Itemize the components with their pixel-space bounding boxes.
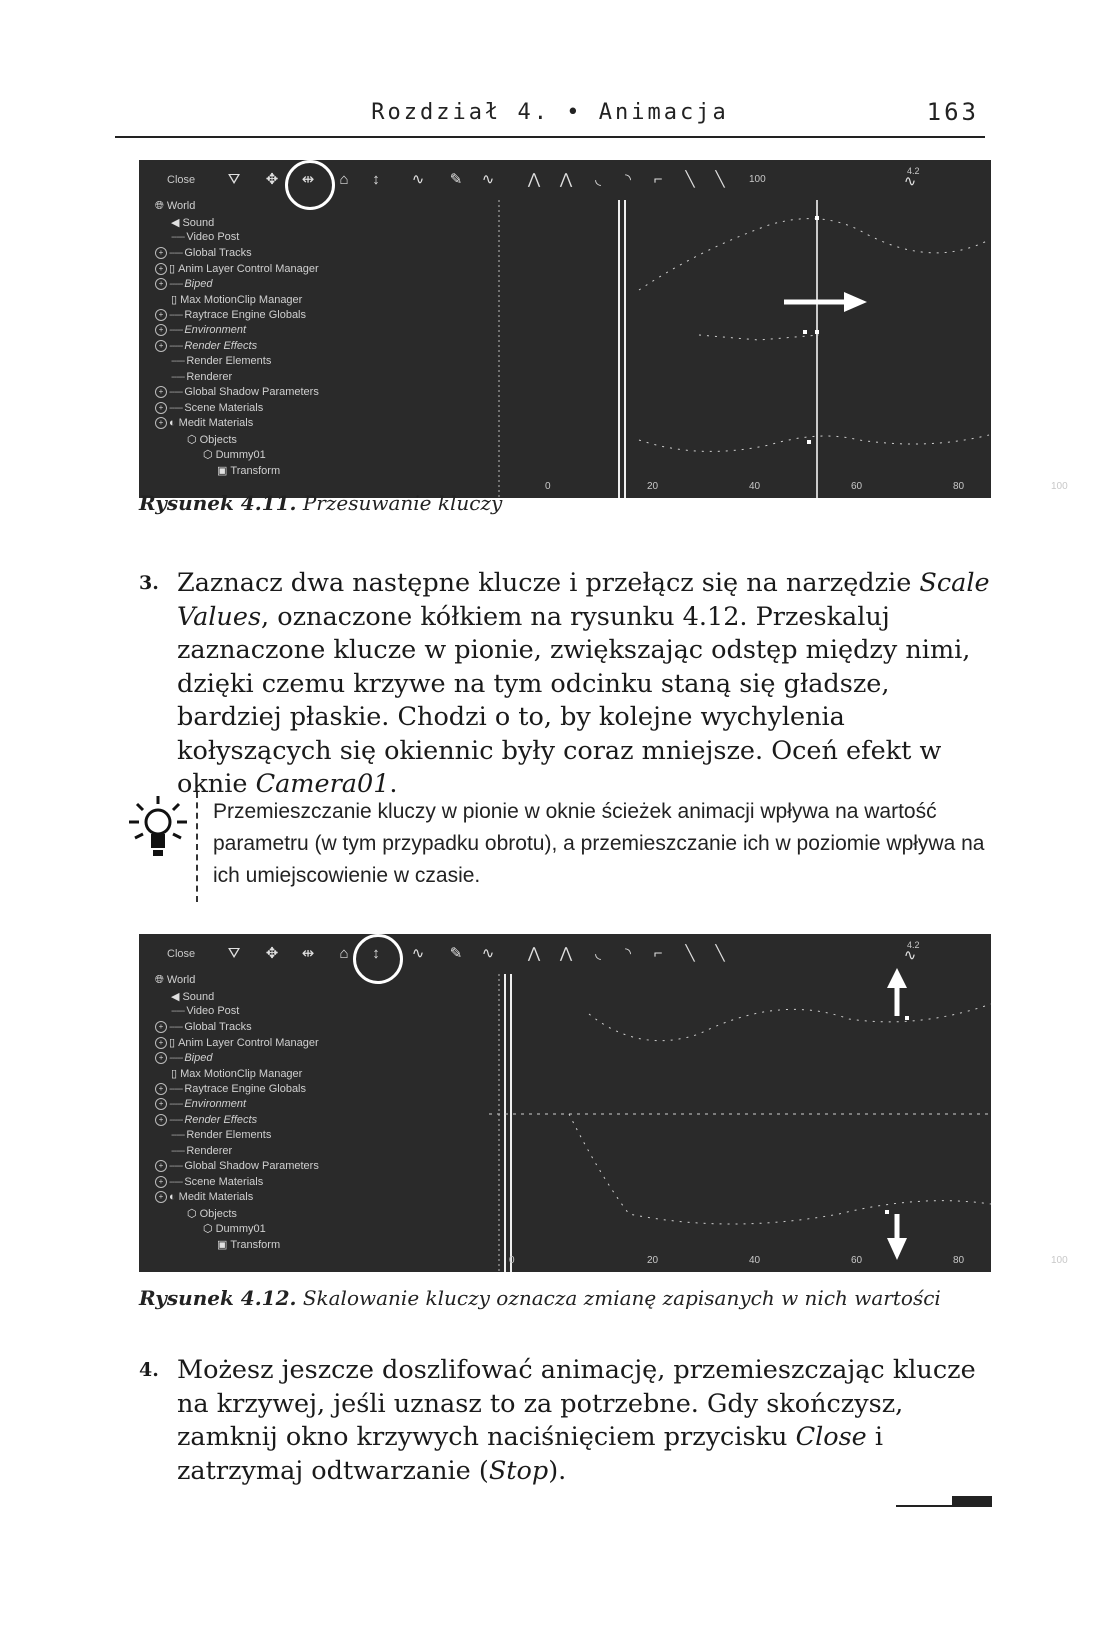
expand-icon: + — [155, 386, 167, 398]
close-button[interactable]: Close — [167, 174, 196, 186]
close-button[interactable]: Close — [167, 948, 196, 960]
curve-editor-toolbar — [139, 160, 991, 200]
ruler-label: 80 — [953, 481, 965, 492]
curve-preview-icon: ∿ — [903, 173, 917, 190]
expand-icon: + — [155, 402, 167, 414]
bracket-icon: ▯ — [171, 1068, 178, 1080]
expand-icon: + — [155, 324, 167, 336]
tangent-fast-icon[interactable]: ◟ — [595, 171, 601, 188]
figure-caption — [139, 1286, 941, 1310]
ruler-label: 60 — [851, 481, 863, 492]
move-keys-icon[interactable]: ✥ — [265, 945, 279, 962]
tree-item-raytrace[interactable]: + ----- Raytrace Engine Globals — [155, 309, 306, 325]
tree-item-world[interactable]: 🌐︎ World — [155, 974, 196, 986]
step-text: Zaznacz dwa następne klucze i przełącz się na narzędzie Scale Values, oznaczone kółkiem na rysunku 4.12. Przeskaluj zaznaczone klucze w pionie, zwiększając odstęp między nimi, dzięki czemu krzywe na tym odcinku staną się gładsze, bardziej płaskie. Chodzi o to, by kolejne wychylenia kołyszących się okiennic były coraz mniejsze. Oceń efekt w oknie Camera01. — [177, 568, 990, 799]
bracket-icon: ▯ — [171, 294, 178, 306]
tree-item-sound[interactable]: ◀︎ Sound — [171, 217, 215, 229]
expand-icon: + — [155, 1021, 167, 1033]
tree-item-global-tracks[interactable]: + ----- Global Tracks — [155, 247, 252, 263]
expand-icon: + — [155, 1052, 167, 1064]
filters-icon[interactable]: ⛛ — [227, 945, 241, 962]
footer-ornament — [896, 1494, 992, 1508]
step-4 — [139, 1354, 999, 1488]
tree-item-global-shadow[interactable]: + ----- Global Shadow Parameters — [155, 386, 319, 402]
tree-item-video-post[interactable]: ----- Video Post — [171, 1005, 240, 1017]
cube-icon: ⬡ — [187, 1208, 197, 1220]
tree-item-objects[interactable]: ⬡ Objects — [187, 1208, 237, 1220]
add-keys-icon[interactable]: ∿ — [411, 171, 425, 188]
tangent-auto-icon[interactable]: ⋀ — [527, 945, 541, 962]
expand-icon: + — [155, 1037, 167, 1049]
expand-icon: + — [155, 1083, 167, 1095]
tree-item-anim-layer[interactable]: + ▯ Anim Layer Control Manager — [155, 262, 319, 278]
tree-item-render-effects[interactable]: + ----- Render Effects — [155, 1114, 257, 1130]
cube-icon: ⬡ — [203, 449, 213, 461]
ruler-label: 40 — [749, 481, 761, 492]
tree-item-dummy01[interactable]: ⬡ Dummy01 — [203, 1223, 266, 1235]
step-number: 4. — [139, 1359, 159, 1381]
expand-icon: + — [155, 278, 167, 290]
tree-item-environment[interactable]: + ----- Environment — [155, 1098, 246, 1114]
ruler-label: 100 — [1051, 1255, 1068, 1266]
ruler-label: 40 — [749, 1255, 761, 1266]
speaker-icon: ◀︎ — [171, 991, 180, 1003]
tree-item-render-elements[interactable]: ----- Render Elements — [171, 355, 272, 367]
lightbulb-icon — [127, 792, 189, 872]
curve-editor-toolbar — [139, 934, 991, 974]
figure-4-12-curve-editor — [139, 934, 1068, 1272]
scale-values-icon[interactable]: ↕ — [372, 945, 380, 962]
step-3 — [139, 567, 999, 802]
tree-item-renderer[interactable]: ----- Renderer — [171, 1145, 233, 1157]
reduce-keys-icon[interactable]: ∿ — [481, 945, 495, 962]
bracket-icon: ▯ — [169, 1037, 176, 1049]
material-sphere-icon: ◐ — [169, 417, 176, 429]
ruler-label: 0 — [545, 481, 551, 492]
expand-icon: + — [155, 1114, 167, 1126]
expand-icon: + — [155, 1191, 167, 1203]
curve-value: 4.2 — [907, 166, 920, 176]
speaker-icon: ◀︎ — [171, 217, 180, 229]
tree-item-medit-materials[interactable]: + ◐ Medit Materials — [155, 417, 253, 433]
figure-label: Rysunek 4.11. — [139, 491, 297, 515]
tree-item-motionclip[interactable]: ▯ Max MotionClip Manager — [171, 294, 303, 306]
tangent-smooth-icon[interactable]: ╲ — [715, 945, 725, 962]
reduce-keys-icon[interactable]: ∿ — [481, 171, 495, 188]
cube-icon: ⬡ — [203, 1223, 213, 1235]
tangent-linear-icon[interactable]: ╲ — [685, 171, 695, 188]
tree-item-renderer[interactable]: ----- Renderer — [171, 371, 233, 383]
figure-caption — [139, 491, 502, 515]
expand-icon: + — [155, 247, 167, 259]
scale-keys-icon[interactable]: ⌂ — [339, 171, 349, 188]
tree-item-raytrace[interactable]: + ----- Raytrace Engine Globals — [155, 1083, 306, 1099]
tree-item-biped[interactable]: + ----- Biped — [155, 278, 212, 294]
tip-box — [127, 792, 997, 902]
tree-item-render-elements[interactable]: ----- Render Elements — [171, 1129, 272, 1141]
bracket-icon: ▯ — [169, 263, 176, 275]
ruler-label: 80 — [953, 1255, 965, 1266]
ruler-label: 100 — [1051, 481, 1068, 492]
tree-item-medit-materials[interactable]: + ◐ Medit Materials — [155, 1191, 253, 1207]
step-text: Możesz jeszcze doszlifować animację, przemieszczając klucze na krzywej, jeśli uznasz to za potrzebne. Gdy skończysz, zamknij okno krzywych naciśnięciem przycisku Close i zatrzymaj odtwarzanie (Stop). — [177, 1355, 976, 1486]
tip-text: Przemieszczanie kluczy w pionie w oknie ścieżek animacji wpływa na wartość parametru (w tym przypadku obrotu), a przemieszczanie ich w poziomie wpływa na ich umiejscowienie w czasie. — [213, 800, 985, 887]
draw-curves-icon[interactable]: ✎ — [449, 171, 463, 188]
transform-icon: ▣ — [217, 465, 228, 477]
figure-4-11-curve-editor — [139, 160, 1068, 498]
expand-icon: + — [155, 417, 167, 429]
transform-icon: ▣ — [217, 1239, 228, 1251]
ruler-label: 20 — [647, 481, 659, 492]
tree-item-video-post[interactable]: ----- Video Post — [171, 231, 240, 243]
tip-divider — [196, 792, 198, 902]
move-keys-icon[interactable]: ✥ — [265, 171, 279, 188]
tree-item-transform[interactable]: ▣ Transform — [217, 1239, 281, 1251]
tree-item-dummy01[interactable]: ⬡ Dummy01 — [203, 449, 266, 461]
highlight-circle — [285, 160, 335, 210]
expand-icon: + — [155, 309, 167, 321]
chapter-title: Rozdział 4. • Animacja — [371, 100, 729, 125]
curves-svg — [499, 974, 991, 1272]
tree-item-environment[interactable]: + ----- Environment — [155, 324, 246, 340]
expand-icon: + — [155, 263, 167, 275]
tree-item-sound[interactable]: ◀︎ Sound — [171, 991, 215, 1003]
expand-icon: + — [155, 1176, 167, 1188]
material-sphere-icon: ◐ — [169, 1191, 176, 1203]
figure-caption-text: Skalowanie kluczy oznacza zmianę zapisanych w nich wartości — [302, 1286, 941, 1310]
tree-item-render-effects[interactable]: + ----- Render Effects — [155, 340, 257, 356]
curve-preview-icon: ∿ — [903, 947, 917, 964]
cube-icon: ⬡ — [187, 434, 197, 446]
filters-icon[interactable]: ⛛ — [227, 171, 241, 188]
tangent-custom-icon[interactable]: ⋀ — [559, 945, 573, 962]
tangent-smooth-icon[interactable]: ╲ — [715, 171, 725, 188]
ruler-label: 60 — [851, 1255, 863, 1266]
page-number: 163 — [926, 98, 979, 126]
curve-graph[interactable] — [499, 200, 1068, 498]
draw-curves-icon[interactable]: ✎ — [449, 945, 463, 962]
scale-values-icon[interactable]: ↕ — [372, 171, 380, 188]
tree-item-scene-materials[interactable]: + ----- Scene Materials — [155, 402, 263, 418]
tangent-linear-icon[interactable]: ╲ — [685, 945, 695, 962]
slide-keys-icon[interactable]: ⇹ — [301, 171, 315, 188]
globe-icon: 🌐︎ — [155, 974, 164, 986]
tangent-step-icon[interactable]: ⌐ — [653, 171, 663, 188]
scale-keys-icon[interactable]: ⌂ — [339, 945, 349, 962]
tree-item-global-shadow[interactable]: + ----- Global Shadow Parameters — [155, 1160, 319, 1176]
running-head — [115, 92, 985, 138]
tangent-step-icon[interactable]: ⌐ — [653, 945, 663, 962]
globe-icon: 🌐︎ — [155, 200, 164, 212]
tree-item-global-tracks[interactable]: + ----- Global Tracks — [155, 1021, 252, 1037]
step-number: 3. — [139, 572, 159, 594]
tree-item-objects[interactable]: ⬡ Objects — [187, 434, 237, 446]
curve-graph[interactable] — [499, 974, 1068, 1272]
tangent-slow-icon[interactable]: ◝ — [625, 945, 631, 962]
highlight-circle — [353, 934, 403, 984]
tangent-fast-icon[interactable]: ◟ — [595, 945, 601, 962]
ruler-label: 20 — [647, 1255, 659, 1266]
tree-item-anim-layer[interactable]: + ▯ Anim Layer Control Manager — [155, 1036, 319, 1052]
tangent-auto-icon[interactable]: ⋀ — [527, 171, 541, 188]
figure-label: Rysunek 4.12. — [139, 1286, 297, 1310]
tree-item-motionclip[interactable]: ▯ Max MotionClip Manager — [171, 1068, 303, 1080]
add-keys-icon[interactable]: ∿ — [411, 945, 425, 962]
slide-keys-icon[interactable]: ⇹ — [301, 945, 315, 962]
expand-icon: + — [155, 1160, 167, 1172]
expand-icon: + — [155, 340, 167, 352]
tree-item-biped[interactable]: + ----- Biped — [155, 1052, 212, 1068]
tangent-custom-icon[interactable]: ⋀ — [559, 171, 573, 188]
tangent-slow-icon[interactable]: ◝ — [625, 171, 631, 188]
tree-item-world[interactable]: 🌐︎ World — [155, 200, 196, 212]
frame-field[interactable]: 100 — [749, 174, 766, 185]
ruler-label: 0 — [509, 1255, 515, 1266]
curve-value: 4.2 — [907, 940, 920, 950]
tree-item-transform[interactable]: ▣ Transform — [217, 465, 281, 477]
tree-item-scene-materials[interactable]: + ----- Scene Materials — [155, 1176, 263, 1192]
figure-caption-text: Przesuwanie kluczy — [302, 491, 503, 515]
curves-svg — [499, 200, 991, 498]
expand-icon: + — [155, 1098, 167, 1110]
